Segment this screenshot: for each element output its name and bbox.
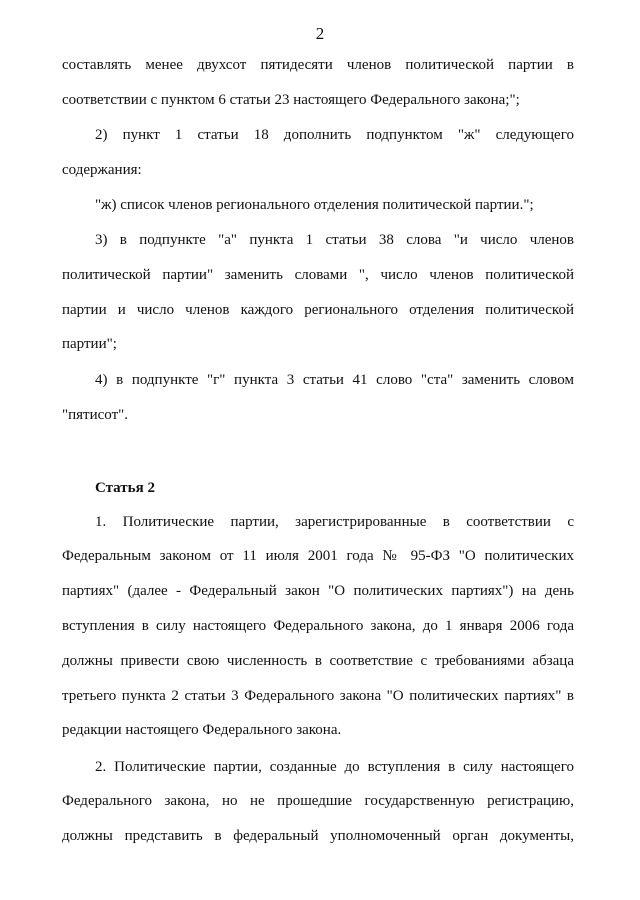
text-line: партиях" (далее - Федеральный закон "О политических партиях") на день <box>62 583 574 599</box>
text-line: третьего пункта 2 статьи 3 Федерального закона "О политических партиях" в <box>62 688 574 704</box>
text-line: 1. Политические партии, зарегистрированные в соответствии с <box>95 514 574 530</box>
text-line: Федеральным законом от 11 июля 2001 года № 95-ФЗ "О политических <box>62 548 574 564</box>
text-line: составлять менее двухсот пятидесяти членов политической партии в <box>62 57 574 73</box>
text-line: соответствии с пунктом 6 статьи 23 настоящего Федерального закона;"; <box>62 92 520 108</box>
text-line: 2) пункт 1 статьи 18 дополнить подпунктом "ж" следующего <box>95 127 574 143</box>
text-line: содержания: <box>62 162 142 178</box>
text-line: "ж) список членов регионального отделения политической партии."; <box>95 197 534 213</box>
text-line: партии"; <box>62 336 117 352</box>
text-line: Федерального закона, но не прошедшие государственную регистрацию, <box>62 793 574 809</box>
text-line: должны представить в федеральный уполномоченный орган документы, <box>62 828 574 844</box>
text-line: должны привести свою численность в соответствие с требованиями абзаца <box>62 653 574 669</box>
text-line: политической партии" заменить словами ", число членов политической <box>62 267 574 283</box>
text-line: 3) в подпункте "а" пункта 1 статьи 38 слова "и число членов <box>95 232 574 248</box>
text-line: "пятисот". <box>62 407 129 423</box>
text-line: 4) в подпункте "г" пункта 3 статьи 41 слово "ста" заменить словом <box>95 372 574 388</box>
text-line: редакции настоящего Федерального закона. <box>62 722 342 738</box>
text-line: вступления в силу настоящего Федерального закона, до 1 января 2006 года <box>62 618 574 634</box>
text-line: партии и число членов каждого регионального отделения политической <box>62 302 574 318</box>
text-line: 2. Политические партии, созданные до вступления в силу настоящего <box>95 759 574 775</box>
page-number: 2 <box>315 24 325 43</box>
article-heading: Статья 2 <box>95 480 155 496</box>
